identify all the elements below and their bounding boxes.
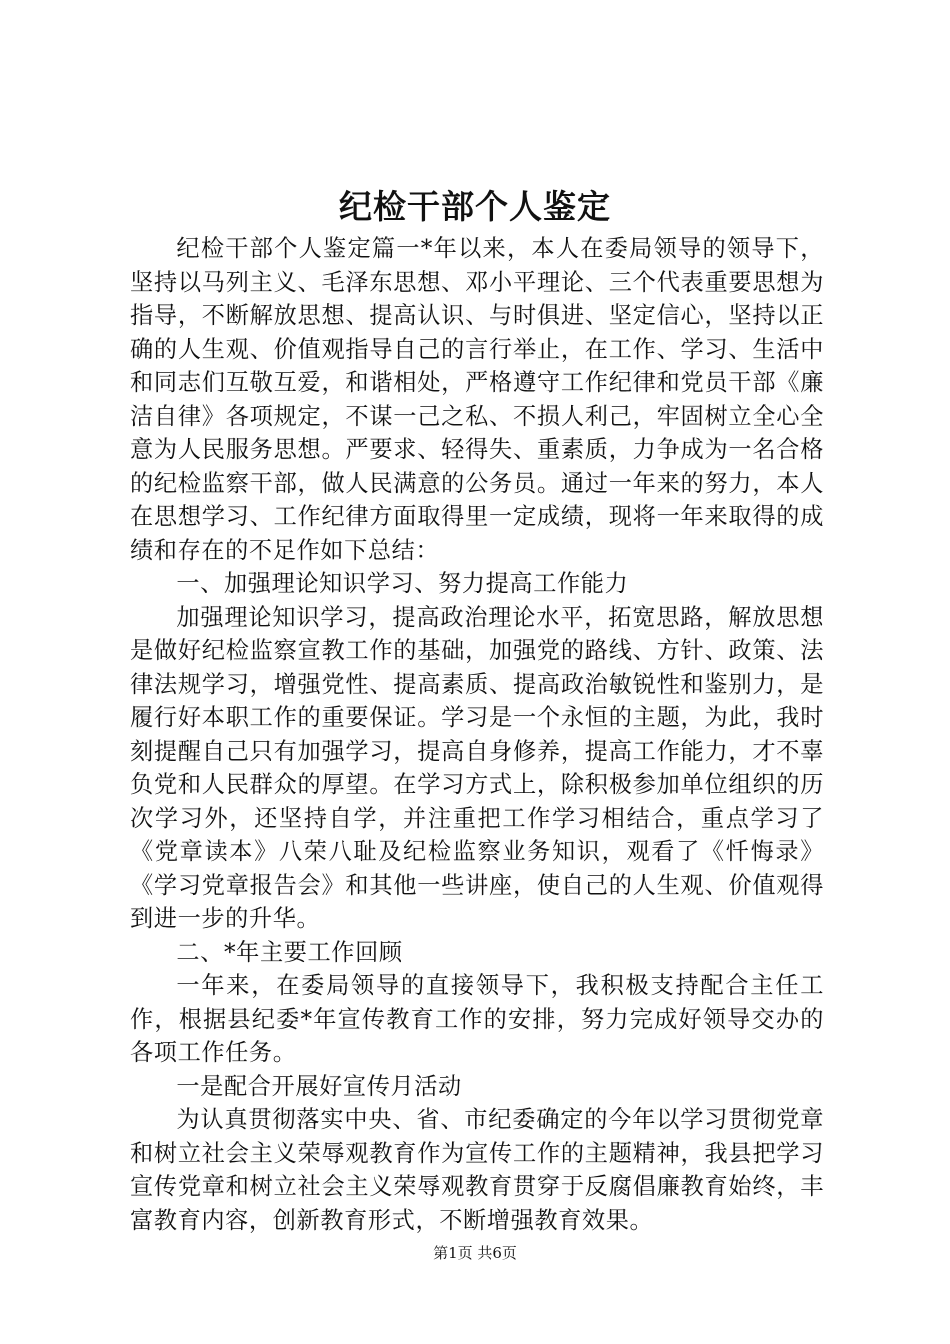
section-heading-1: 一、加强理论知识学习、努力提高工作能力 [176,570,629,597]
document-title: 纪检干部个人鉴定 [339,187,611,226]
page-footer: 第1页 共6页 [433,1244,517,1262]
document-body [130,232,824,1237]
section-heading-2: 二、*年主要工作回顾 [176,938,403,966]
paragraph-study: 加强理论知识学习，提高政治理论水平，拓宽思路，解放思想是做好纪检监察宣教工作的基础，加强党的路线、方针、政策、法律法规学习，增强党性、提高素质、提高政治敏锐性和鉴别力，是履行好本职工作的重要保证。学习是一个永恒的主题，为此，我时刻提醒自己只有加强学习，提高自身修养，提高工作能力，才不辜负党和人民群众的厚望。在学习方式上，除积极参加单位组织的历次学习外，还坚持自学，并注重把工作学习相结合，重点学习了《党章读本》八荣八耻及纪检监察业务知识，观看了《忏悔录》《学习党章报告会》和其他一些讲座，使自己的人生观、价值观得到进一步的升华。 [130,603,824,932]
subsection-heading-1: 一是配合开展好宣传月活动 [176,1072,462,1100]
paragraph-campaign: 为认真贯彻落实中央、省、市纪委确定的今年以学习贯彻党章和树立社会主义荣辱观教育作为宣传工作的主题精神，我县把学习宣传党章和树立社会主义荣辱观教育贯穿于反腐倡廉教育始终，丰富教育内容，创新教育形式，不断增强教育效果。 [130,1106,824,1234]
paragraph-intro: 纪检干部个人鉴定篇一*年以来，本人在委局领导的领导下，坚持以马列主义、毛泽东思想、邓小平理论、三个代表重要思想为指导，不断解放思想、提高认识、与时俱进、坚定信心，坚持以正确的人生观、价值观指导自己的言行举止，在工作、学习、生活中和同志们互敬互爱，和谐相处，严格遵守工作纪律和党员干部《廉洁自律》各项规定，不谋一己之私、不损人利己，牢固树立全心全意为人民服务思想。严要求、轻得失、重素质，力争成为一名合格的纪检监察干部，做人民满意的公务员。通过一年来的努力，本人在思想学习、工作纪律方面取得里一定成绩，现将一年来取得的成绩和存在的不足作如下总结： [130,235,824,564]
paragraph-review: 一年来，在委局领导的直接领导下，我积极支持配合主任工作，根据县纪委*年宣传教育工作的安排，努力完成好领导交办的各项工作任务。 [130,972,824,1066]
